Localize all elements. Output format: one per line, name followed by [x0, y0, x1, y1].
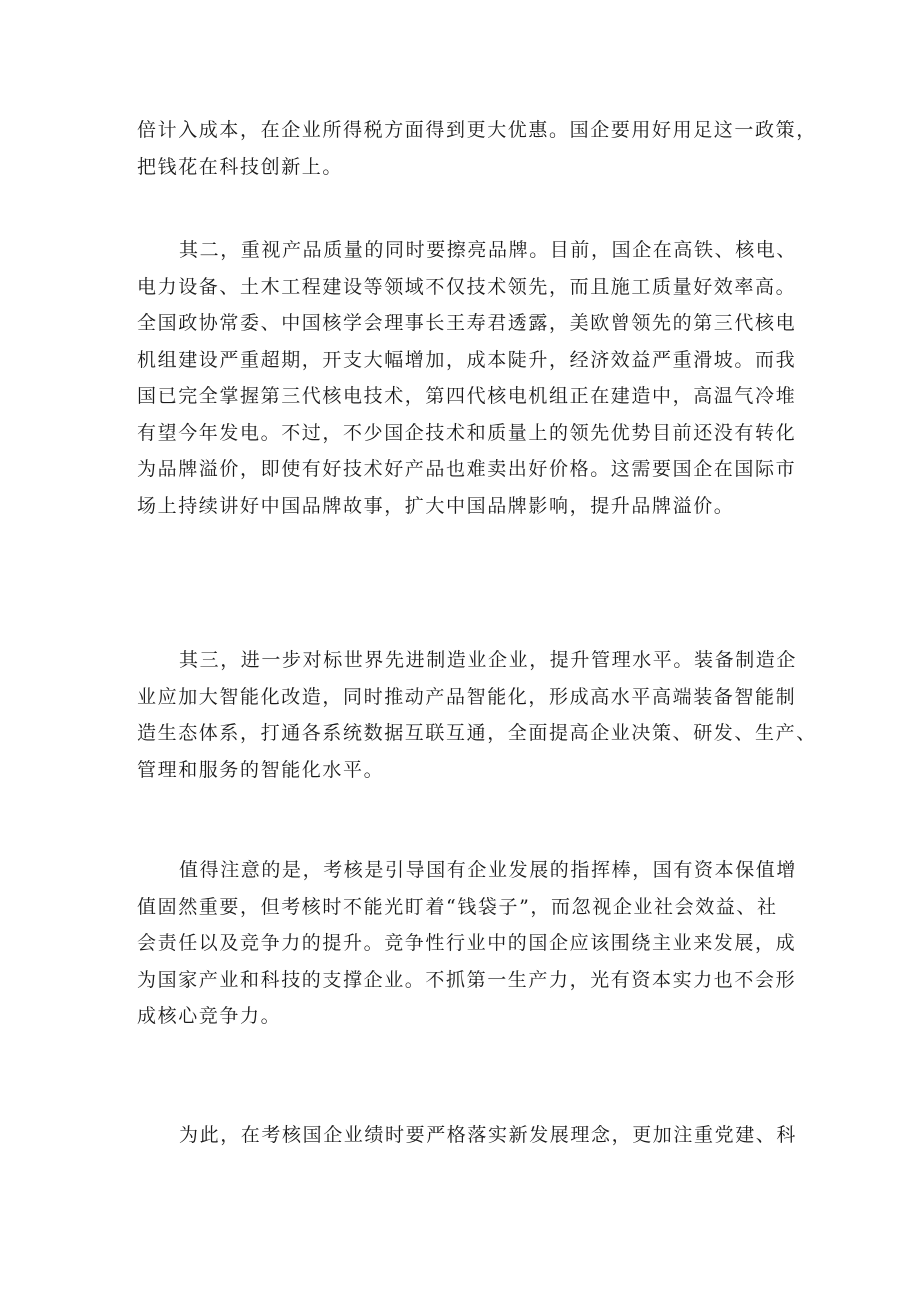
paragraph-management-level: [137, 642, 817, 788]
paragraph-product-quality-brand: [137, 232, 797, 524]
text-line: 全国政协常委、中国核学会理事长王寿君透露，美欧曾领先的第三代核电: [137, 312, 797, 334]
text-line: 业应加大智能化改造，同时推动产品智能化，形成高水平高端装备智能制: [137, 685, 797, 708]
text-line: 国已完全掌握第三代核电技术，第四代核电机组正在建造中，高温气冷堆: [137, 385, 797, 407]
text-line: 为此，在考核国企业绩时要严格落实新发展理念，更加注重党建、科: [179, 1124, 798, 1146]
text-line: 为品牌溢价，即使有好技术好产品也难卖出好价格。这需要国企在国际市: [137, 458, 797, 480]
text-line: 造生态体系，打通各系统数据互联互通，全面提高企业决策、研发、生产、: [137, 722, 817, 744]
text-line: 其三，进一步对标世界先进制造业企业，提升管理水平。装备制造企: [179, 649, 798, 671]
text-line: 值得注意的是，考核是引导国有企业发展的指挥棒，国有资本保值增: [179, 859, 798, 881]
paragraph-tax-incentive: [137, 112, 817, 185]
text-line: 把钱花在科技创新上。: [137, 155, 344, 178]
text-line: 成核心竞争力。: [137, 1005, 282, 1027]
text-line: 电力设备、土木工程建设等领域不仅技术领先，而且施工质量好效率高。: [137, 275, 797, 298]
text-line: 其二，重视产品质量的同时要擦亮品牌。目前，国企在高铁、核电、: [179, 239, 798, 261]
text-line: 场上持续讲好中国品牌故事，扩大中国品牌影响，提升品牌溢价。: [137, 494, 735, 517]
paragraph-assessment: [137, 852, 797, 1035]
text-line: 值固然重要，但考核时不能光盯着“钱袋子”，而忽视企业社会效益、社: [137, 895, 778, 918]
text-line: 有望今年发电。不过，不少国企技术和质量上的领先优势目前还没有转化: [137, 421, 797, 444]
paragraph-new-development-concept: [137, 1117, 797, 1154]
text-line: 管理和服务的智能化水平。: [137, 758, 385, 781]
text-line: 倍计入成本，在企业所得税方面得到更大优惠。国企要用好用足这一政策，: [137, 119, 817, 141]
text-line: 会责任以及竞争力的提升。竞争性行业中的国企应该围绕主业来发展，成: [137, 932, 797, 954]
text-line: 机组建设严重超期，开支大幅增加，成本陡升，经济效益严重滑坡。而我: [137, 348, 797, 371]
text-line: 为国家产业和科技的支撑企业。不抓第一生产力，光有资本实力也不会形: [137, 968, 797, 991]
